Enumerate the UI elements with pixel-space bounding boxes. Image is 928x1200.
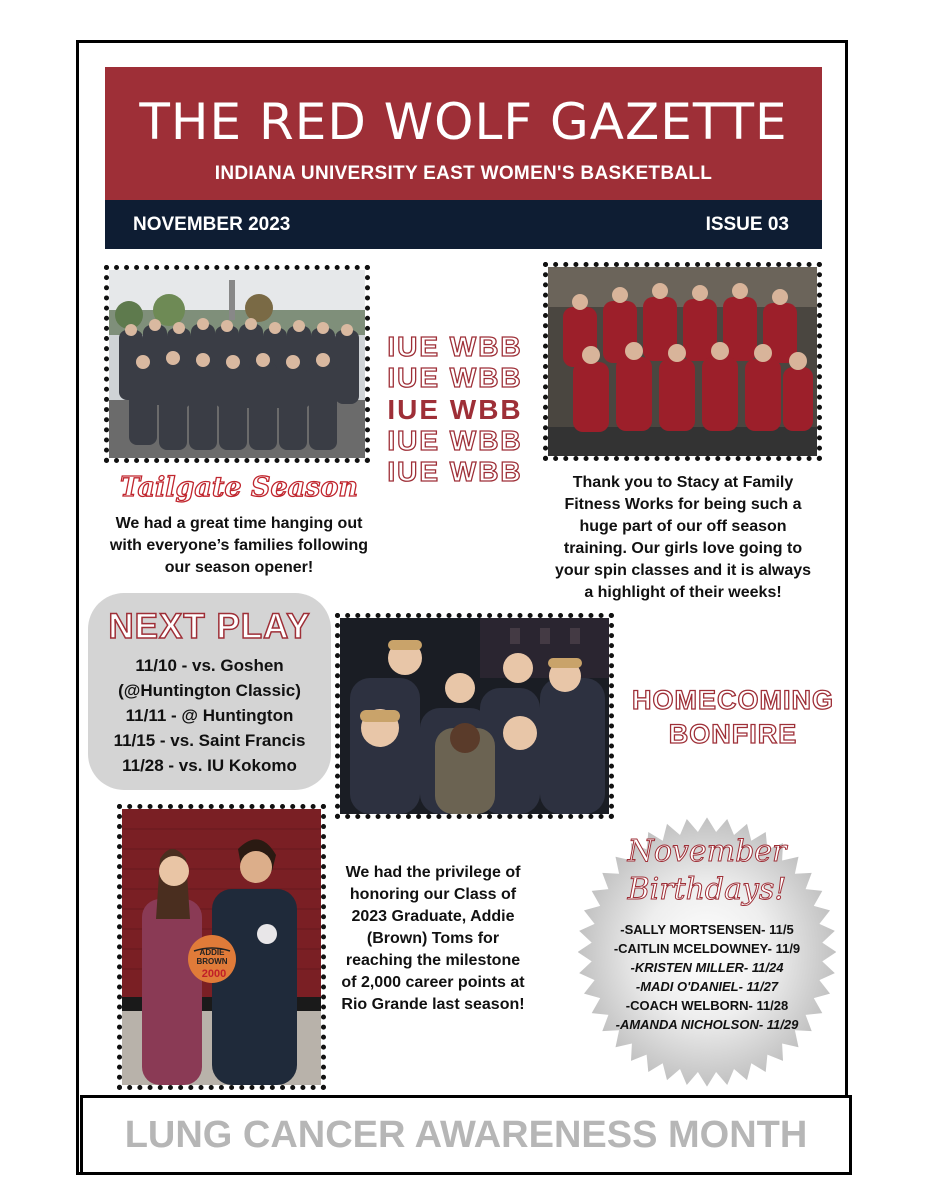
- birthday-item: -MADI O'DANIEL- 11/27: [635, 979, 779, 994]
- ball-label-1: ADDIE: [199, 948, 225, 957]
- schedule-item: 11/28 - vs. IU Kokomo: [122, 756, 297, 775]
- wbb-wordmark: IUE WBB: [387, 362, 523, 393]
- birthday-item: -COACH WELBORN- 11/28: [625, 998, 789, 1013]
- awareness-banner: [80, 1095, 852, 1175]
- issue-date: NOVEMBER 2023: [133, 214, 291, 235]
- awareness-text: LUNG CANCER AWARENESS MONTH: [124, 1114, 808, 1156]
- birthdays-panel: [578, 814, 836, 1090]
- wbb-wordmark: IUE WBB: [387, 331, 523, 362]
- birthday-list: [578, 920, 836, 1034]
- birthdays-title-line1: November: [627, 834, 787, 869]
- schedule-item: 11/10 - vs. Goshen: [135, 656, 284, 675]
- team-tailgate-photo: [104, 265, 370, 463]
- wbb-wordmark: IUE WBB: [387, 456, 523, 487]
- thanks-text: Thank you to Stacy at Family Fitness Works for being such a huge part of our off season training. Our girls love going to your spin classes and it is always a highlight of their weeks!: [554, 474, 812, 601]
- birthday-item: -CAITLIN MCELDOWNEY- 11/9: [613, 941, 801, 956]
- birthday-item: -AMANDA NICHOLSON- 11/29: [615, 1017, 799, 1032]
- masthead: [105, 67, 822, 200]
- tailgate-heading: Tailgate Season: [120, 472, 358, 503]
- bonfire-group-photo: [335, 613, 614, 819]
- birthdays-title-line2: Birthdays!: [627, 872, 787, 907]
- schedule-item: 11/15 - vs. Saint Francis: [113, 731, 306, 750]
- issue-bar: [105, 200, 822, 249]
- newsletter-title: THE RED WOLF GAZETTE: [139, 93, 788, 151]
- schedule-list: [88, 653, 331, 778]
- schedule-item: 11/11 - @ Huntington: [125, 706, 294, 725]
- schedule-item: (@Huntington Classic): [118, 681, 301, 700]
- wbb-wordmark: IUE WBB: [387, 425, 523, 456]
- milestone-text: We had the privilege of honoring our Class of 2023 Graduate, Addie (Brown) Toms for reaching the milestone of 2,000 career points at Rio Grande last season!: [341, 864, 525, 1013]
- birthday-item: -KRISTEN MILLER- 11/24: [630, 960, 784, 975]
- milestone-photo: [117, 804, 326, 1090]
- bonfire-line: BONFIRE: [668, 719, 798, 749]
- homecoming-line: HOMECOMING: [632, 685, 834, 715]
- newsletter-subtitle: INDIANA UNIVERSITY EAST WOMEN'S BASKETBALL: [214, 163, 713, 184]
- birthday-item: -SALLY MORTSENSEN- 11/5: [620, 922, 794, 937]
- team-gym-photo: [543, 262, 822, 461]
- next-play-panel: [88, 593, 331, 790]
- tailgate-text: We had a great time hanging out with everyone’s families following our season opener!: [109, 515, 369, 576]
- ball-label-2: BROWN: [196, 957, 228, 966]
- next-play-heading: NEXT PLAY: [108, 607, 311, 646]
- wbb-wordmark: IUE WBB: [387, 394, 523, 425]
- homecoming-bonfire-heading: [622, 683, 844, 751]
- issue-number: ISSUE 03: [705, 214, 789, 235]
- ball-label-3: 2000: [201, 968, 227, 980]
